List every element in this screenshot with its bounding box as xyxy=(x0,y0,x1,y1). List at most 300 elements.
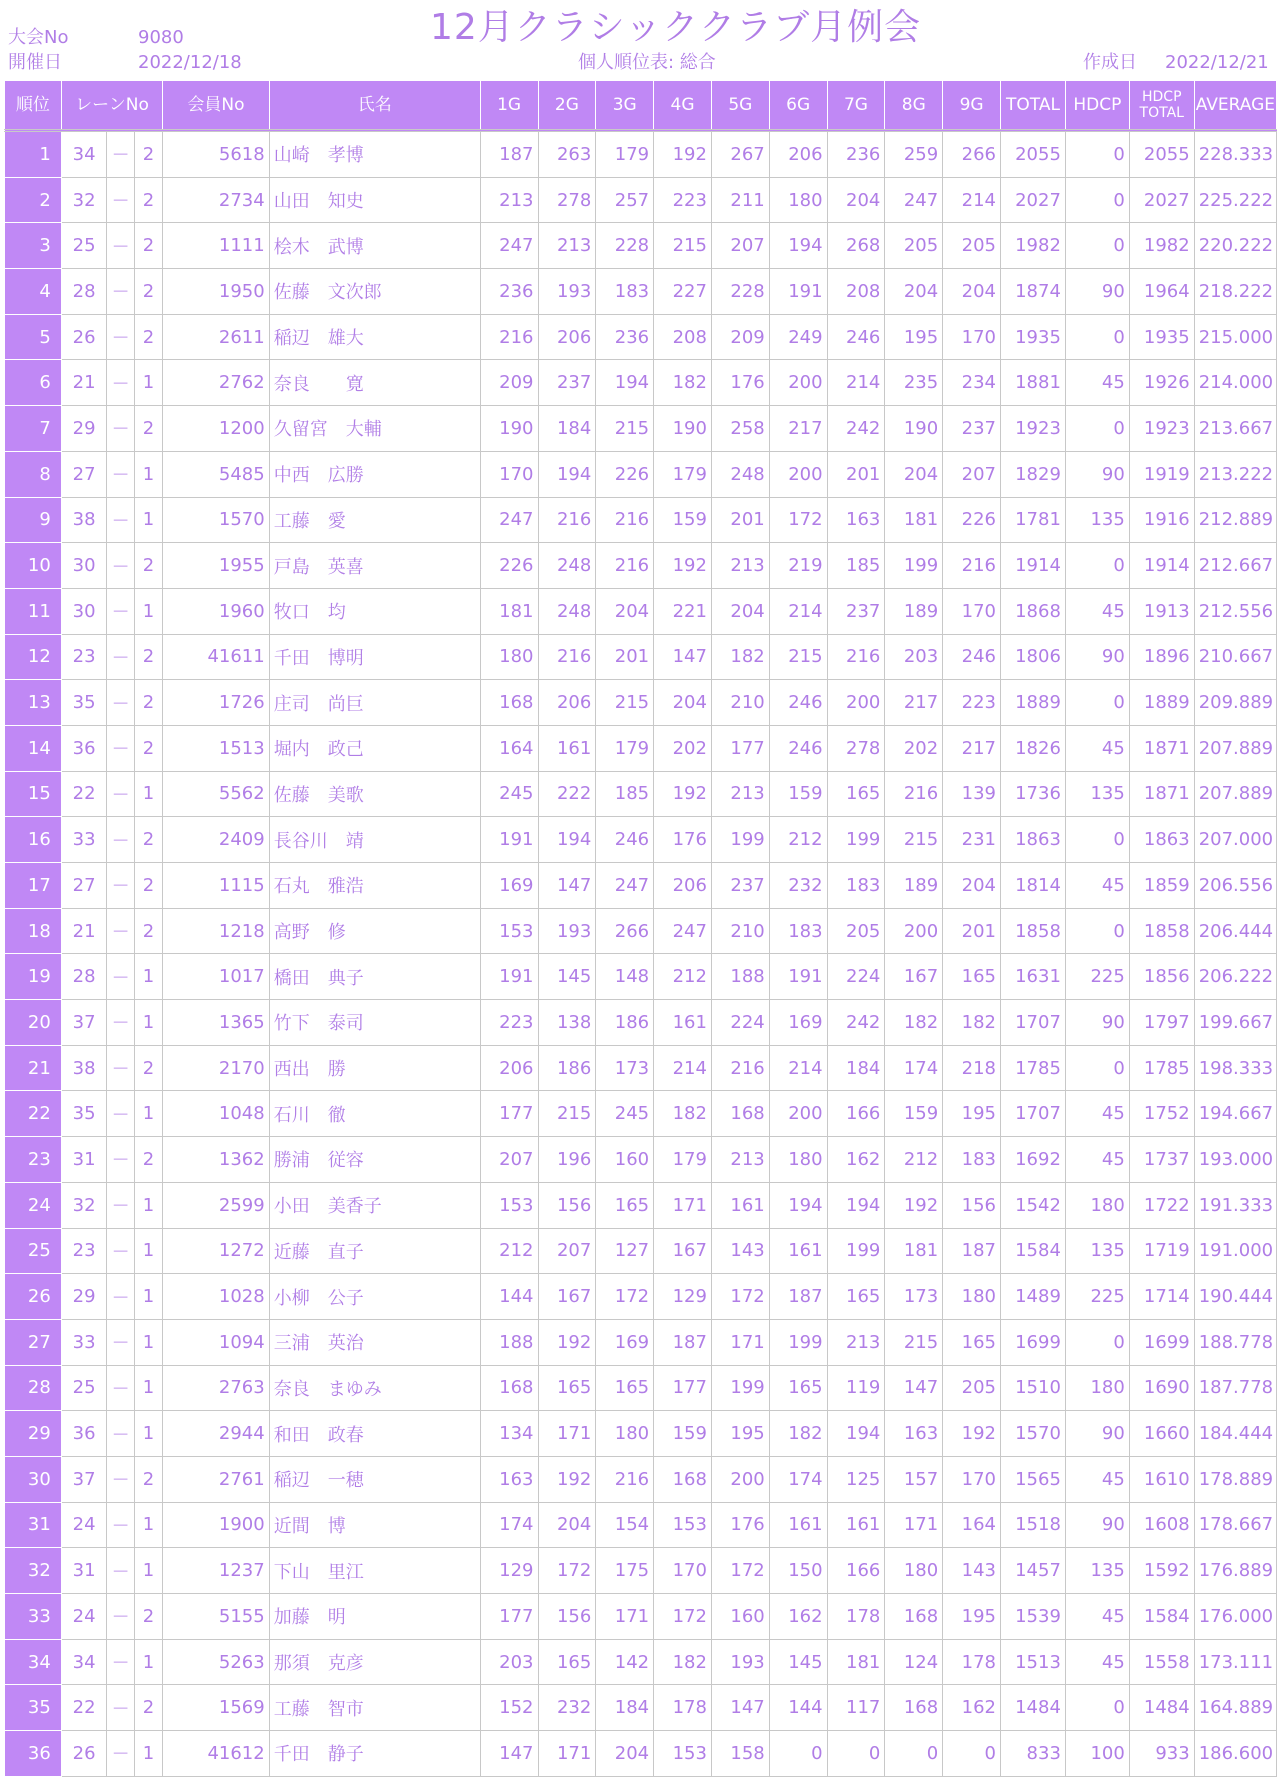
hdcp-cell: 90 xyxy=(1065,1502,1129,1548)
average-cell: 176.000 xyxy=(1194,1594,1276,1640)
name-cell: 牧口 均 xyxy=(269,588,480,634)
g7-cell: 216 xyxy=(827,634,885,680)
lane-cell: 35 xyxy=(61,1091,107,1137)
lane-sub-cell: 1 xyxy=(134,1365,162,1411)
g1-cell: 212 xyxy=(480,1228,538,1274)
g9-cell: 266 xyxy=(943,131,1001,178)
lane-cell: 22 xyxy=(61,771,107,817)
hdcp-cell: 45 xyxy=(1065,1091,1129,1137)
table-row xyxy=(5,863,1277,909)
name-cell: 工藤 愛 xyxy=(269,497,480,543)
average-cell: 198.333 xyxy=(1194,1045,1276,1091)
member-no-cell: 2409 xyxy=(163,817,270,863)
lane-cell: 25 xyxy=(61,1365,107,1411)
g9-cell: 231 xyxy=(943,817,1001,863)
g8-cell: 204 xyxy=(885,269,943,315)
hdcp-cell: 90 xyxy=(1065,269,1129,315)
g3-cell: 184 xyxy=(596,1685,654,1731)
member-no-cell: 1513 xyxy=(163,725,270,771)
g5-cell: 193 xyxy=(711,1639,769,1685)
g3-cell: 183 xyxy=(596,269,654,315)
g1-cell: 247 xyxy=(480,497,538,543)
g2-cell: 172 xyxy=(538,1548,596,1594)
member-no-cell: 1726 xyxy=(163,680,270,726)
rank-cell: 11 xyxy=(5,588,62,634)
hdcp-cell: 90 xyxy=(1065,451,1129,497)
lane-sub-cell: 2 xyxy=(134,908,162,954)
average-cell: 212.667 xyxy=(1194,543,1276,589)
lane-sub-cell: 1 xyxy=(134,588,162,634)
member-no-cell: 5485 xyxy=(163,451,270,497)
g5-cell: 195 xyxy=(711,1411,769,1457)
lane-cell: 28 xyxy=(61,954,107,1000)
lane-sub-cell: 2 xyxy=(134,406,162,452)
total-cell: 1565 xyxy=(1001,1456,1066,1502)
g7-cell: 237 xyxy=(827,588,885,634)
g1-cell: 168 xyxy=(480,1365,538,1411)
average-cell: 191.000 xyxy=(1194,1228,1276,1274)
g1-cell: 181 xyxy=(480,588,538,634)
g7-cell: 204 xyxy=(827,177,885,223)
g5-cell: 267 xyxy=(711,131,769,178)
hdcp-cell: 45 xyxy=(1065,1456,1129,1502)
dash-cell: － xyxy=(107,1685,134,1731)
g3-cell: 179 xyxy=(596,725,654,771)
g9-cell: 207 xyxy=(943,451,1001,497)
g5-cell: 161 xyxy=(711,1182,769,1228)
table-row xyxy=(5,269,1277,315)
total-cell: 2027 xyxy=(1001,177,1066,223)
rank-cell: 7 xyxy=(5,406,62,452)
g8-cell: 212 xyxy=(885,1137,943,1183)
g6-cell: 212 xyxy=(769,817,827,863)
g5-cell: 177 xyxy=(711,725,769,771)
g3-cell: 266 xyxy=(596,908,654,954)
lane-sub-cell: 1 xyxy=(134,1639,162,1685)
dash-cell: － xyxy=(107,1045,134,1091)
table-row xyxy=(5,1639,1277,1685)
lane-cell: 27 xyxy=(61,863,107,909)
table-row xyxy=(5,771,1277,817)
hdcp-cell: 135 xyxy=(1065,497,1129,543)
dash-cell: － xyxy=(107,588,134,634)
name-cell: 稲辺 雄大 xyxy=(269,314,480,360)
g6-cell: 0 xyxy=(769,1731,827,1777)
g6-cell: 180 xyxy=(769,1137,827,1183)
g7-cell: 181 xyxy=(827,1639,885,1685)
table-row xyxy=(5,1137,1277,1183)
table-row xyxy=(5,1045,1277,1091)
member-no-cell: 1900 xyxy=(163,1502,270,1548)
g2-cell: 216 xyxy=(538,634,596,680)
average-cell: 212.556 xyxy=(1194,588,1276,634)
member-no-cell: 1200 xyxy=(163,406,270,452)
rank-cell: 9 xyxy=(5,497,62,543)
total-cell: 833 xyxy=(1001,1731,1066,1777)
lane-sub-cell: 2 xyxy=(134,863,162,909)
g6-cell: 161 xyxy=(769,1228,827,1274)
g3-cell: 165 xyxy=(596,1365,654,1411)
g9-cell: 195 xyxy=(943,1091,1001,1137)
g5-cell: 204 xyxy=(711,588,769,634)
hdcp-total-cell: 1935 xyxy=(1129,314,1194,360)
g9-cell: 216 xyxy=(943,543,1001,589)
hdcp-cell: 180 xyxy=(1065,1365,1129,1411)
table-row xyxy=(5,817,1277,863)
g2-cell: 156 xyxy=(538,1182,596,1228)
g7-cell: 242 xyxy=(827,406,885,452)
g2-cell: 184 xyxy=(538,406,596,452)
g1-cell: 206 xyxy=(480,1045,538,1091)
ranking-rows xyxy=(5,131,1277,1777)
g8-cell: 195 xyxy=(885,314,943,360)
g9-cell: 223 xyxy=(943,680,1001,726)
hdcp-cell: 45 xyxy=(1065,1639,1129,1685)
g4-cell: 187 xyxy=(654,1319,712,1365)
g3-cell: 175 xyxy=(596,1548,654,1594)
g1-cell: 170 xyxy=(480,451,538,497)
dash-cell: － xyxy=(107,1091,134,1137)
g9-cell: 205 xyxy=(943,223,1001,269)
name-cell: 那須 克彦 xyxy=(269,1639,480,1685)
g1-cell: 209 xyxy=(480,360,538,406)
hdcp-cell: 90 xyxy=(1065,1411,1129,1457)
g4-cell: 153 xyxy=(654,1731,712,1777)
g9-cell: 182 xyxy=(943,1000,1001,1046)
g5-cell: 207 xyxy=(711,223,769,269)
g1-cell: 152 xyxy=(480,1685,538,1731)
g1-cell: 247 xyxy=(480,223,538,269)
g1-cell: 187 xyxy=(480,131,538,178)
g5-cell: 210 xyxy=(711,680,769,726)
g8-cell: 235 xyxy=(885,360,943,406)
rank-cell: 36 xyxy=(5,1731,62,1777)
member-no-cell: 2611 xyxy=(163,314,270,360)
g4-cell: 182 xyxy=(654,1639,712,1685)
member-no-cell: 1094 xyxy=(163,1319,270,1365)
g7-cell: 242 xyxy=(827,1000,885,1046)
g4-cell: 202 xyxy=(654,725,712,771)
g8-cell: 217 xyxy=(885,680,943,726)
lane-sub-cell: 1 xyxy=(134,954,162,1000)
g6-cell: 150 xyxy=(769,1548,827,1594)
name-cell: 橋田 典子 xyxy=(269,954,480,1000)
hdcp-total-cell: 1919 xyxy=(1129,451,1194,497)
lane-cell: 32 xyxy=(61,177,107,223)
average-cell: 225.222 xyxy=(1194,177,1276,223)
total-cell: 1982 xyxy=(1001,223,1066,269)
g3-cell: 246 xyxy=(596,817,654,863)
hdcp-total-cell: 1896 xyxy=(1129,634,1194,680)
hdcp-cell: 135 xyxy=(1065,771,1129,817)
g6-cell: 246 xyxy=(769,725,827,771)
hdcp-cell: 0 xyxy=(1065,1045,1129,1091)
g5-cell: 176 xyxy=(711,1502,769,1548)
hdcp-total-cell: 933 xyxy=(1129,1731,1194,1777)
g5-cell: 176 xyxy=(711,360,769,406)
lane-cell: 36 xyxy=(61,725,107,771)
col-g8: 8G xyxy=(885,81,943,131)
hdcp-total-cell: 1926 xyxy=(1129,360,1194,406)
total-cell: 1736 xyxy=(1001,771,1066,817)
name-cell: 石川 徹 xyxy=(269,1091,480,1137)
g3-cell: 165 xyxy=(596,1182,654,1228)
rank-cell: 20 xyxy=(5,1000,62,1046)
g1-cell: 163 xyxy=(480,1456,538,1502)
g1-cell: 147 xyxy=(480,1731,538,1777)
g2-cell: 194 xyxy=(538,817,596,863)
hdcp-total-cell: 1913 xyxy=(1129,588,1194,634)
hdcp-total-cell: 1699 xyxy=(1129,1319,1194,1365)
table-row xyxy=(5,223,1277,269)
dash-cell: － xyxy=(107,863,134,909)
g7-cell: 205 xyxy=(827,908,885,954)
hdcp-total-cell: 1584 xyxy=(1129,1594,1194,1640)
total-cell: 1829 xyxy=(1001,451,1066,497)
table-row xyxy=(5,1000,1277,1046)
g8-cell: 157 xyxy=(885,1456,943,1502)
g2-cell: 145 xyxy=(538,954,596,1000)
col-g2: 2G xyxy=(538,81,596,131)
g9-cell: 187 xyxy=(943,1228,1001,1274)
g6-cell: 174 xyxy=(769,1456,827,1502)
dash-cell: － xyxy=(107,314,134,360)
g8-cell: 215 xyxy=(885,1319,943,1365)
g6-cell: 199 xyxy=(769,1319,827,1365)
g2-cell: 147 xyxy=(538,863,596,909)
table-row xyxy=(5,1411,1277,1457)
average-cell: 207.889 xyxy=(1194,771,1276,817)
dash-cell: － xyxy=(107,131,134,178)
g7-cell: 236 xyxy=(827,131,885,178)
g8-cell: 182 xyxy=(885,1000,943,1046)
g4-cell: 161 xyxy=(654,1000,712,1046)
total-cell: 1814 xyxy=(1001,863,1066,909)
g3-cell: 247 xyxy=(596,863,654,909)
g7-cell: 194 xyxy=(827,1182,885,1228)
lane-cell: 34 xyxy=(61,131,107,178)
name-cell: 和田 政春 xyxy=(269,1411,480,1457)
lane-sub-cell: 1 xyxy=(134,1411,162,1457)
hdcp-cell: 45 xyxy=(1065,725,1129,771)
hdcp-total-cell: 1558 xyxy=(1129,1639,1194,1685)
g5-cell: 216 xyxy=(711,1045,769,1091)
g8-cell: 167 xyxy=(885,954,943,1000)
g3-cell: 127 xyxy=(596,1228,654,1274)
g6-cell: 183 xyxy=(769,908,827,954)
name-cell: 奈良 まゆみ xyxy=(269,1365,480,1411)
member-no-cell: 2734 xyxy=(163,177,270,223)
g1-cell: 245 xyxy=(480,771,538,817)
g4-cell: 223 xyxy=(654,177,712,223)
table-row xyxy=(5,1182,1277,1228)
g8-cell: 205 xyxy=(885,223,943,269)
dash-cell: － xyxy=(107,269,134,315)
name-cell: 佐藤 文次郎 xyxy=(269,269,480,315)
g6-cell: 232 xyxy=(769,863,827,909)
g1-cell: 236 xyxy=(480,269,538,315)
name-cell: 近間 博 xyxy=(269,1502,480,1548)
g9-cell: 234 xyxy=(943,360,1001,406)
g2-cell: 192 xyxy=(538,1456,596,1502)
hdcp-cell: 0 xyxy=(1065,908,1129,954)
g2-cell: 186 xyxy=(538,1045,596,1091)
g4-cell: 176 xyxy=(654,817,712,863)
g3-cell: 228 xyxy=(596,223,654,269)
hdcp-cell: 90 xyxy=(1065,1000,1129,1046)
dash-cell: － xyxy=(107,543,134,589)
g3-cell: 171 xyxy=(596,1594,654,1640)
col-average: AVERAGE xyxy=(1194,81,1276,131)
member-no-cell: 1115 xyxy=(163,863,270,909)
g8-cell: 168 xyxy=(885,1594,943,1640)
g8-cell: 0 xyxy=(885,1731,943,1777)
g3-cell: 215 xyxy=(596,406,654,452)
g5-cell: 209 xyxy=(711,314,769,360)
g4-cell: 204 xyxy=(654,680,712,726)
total-cell: 1518 xyxy=(1001,1502,1066,1548)
g6-cell: 162 xyxy=(769,1594,827,1640)
g5-cell: 182 xyxy=(711,634,769,680)
lane-sub-cell: 1 xyxy=(134,1502,162,1548)
rank-cell: 21 xyxy=(5,1045,62,1091)
rank-cell: 15 xyxy=(5,771,62,817)
total-cell: 1513 xyxy=(1001,1639,1066,1685)
hdcp-total-cell: 1592 xyxy=(1129,1548,1194,1594)
hdcp-total-cell: 1856 xyxy=(1129,954,1194,1000)
hdcp-total-cell: 1722 xyxy=(1129,1182,1194,1228)
name-cell: 竹下 泰司 xyxy=(269,1000,480,1046)
g6-cell: 161 xyxy=(769,1502,827,1548)
g9-cell: 139 xyxy=(943,771,1001,817)
g7-cell: 194 xyxy=(827,1411,885,1457)
lane-cell: 33 xyxy=(61,1319,107,1365)
lane-cell: 21 xyxy=(61,908,107,954)
g9-cell: 246 xyxy=(943,634,1001,680)
g5-cell: 199 xyxy=(711,1365,769,1411)
member-no-cell: 5618 xyxy=(163,131,270,178)
table-row xyxy=(5,360,1277,406)
member-no-cell: 2762 xyxy=(163,360,270,406)
dash-cell: － xyxy=(107,1456,134,1502)
total-cell: 1826 xyxy=(1001,725,1066,771)
g4-cell: 179 xyxy=(654,451,712,497)
hdcp-total-cell: 1719 xyxy=(1129,1228,1194,1274)
g2-cell: 248 xyxy=(538,588,596,634)
average-cell: 206.556 xyxy=(1194,863,1276,909)
g7-cell: 184 xyxy=(827,1045,885,1091)
g5-cell: 158 xyxy=(711,1731,769,1777)
member-no-cell: 1569 xyxy=(163,1685,270,1731)
total-cell: 1785 xyxy=(1001,1045,1066,1091)
col-hdcp-total xyxy=(1129,81,1194,131)
g3-cell: 185 xyxy=(596,771,654,817)
g2-cell: 193 xyxy=(538,269,596,315)
g9-cell: 156 xyxy=(943,1182,1001,1228)
name-cell: 山崎 孝博 xyxy=(269,131,480,178)
g3-cell: 216 xyxy=(596,1456,654,1502)
g4-cell: 208 xyxy=(654,314,712,360)
average-cell: 212.889 xyxy=(1194,497,1276,543)
name-cell: 西出 勝 xyxy=(269,1045,480,1091)
lane-sub-cell: 1 xyxy=(134,1548,162,1594)
lane-sub-cell: 1 xyxy=(134,1274,162,1320)
name-cell: 桧木 武博 xyxy=(269,223,480,269)
g9-cell: 143 xyxy=(943,1548,1001,1594)
g5-cell: 201 xyxy=(711,497,769,543)
average-cell: 209.889 xyxy=(1194,680,1276,726)
g3-cell: 257 xyxy=(596,177,654,223)
g9-cell: 183 xyxy=(943,1137,1001,1183)
g5-cell: 237 xyxy=(711,863,769,909)
dash-cell: － xyxy=(107,1000,134,1046)
g3-cell: 142 xyxy=(596,1639,654,1685)
total-cell: 1692 xyxy=(1001,1137,1066,1183)
g7-cell: 200 xyxy=(827,680,885,726)
total-cell: 1914 xyxy=(1001,543,1066,589)
lane-sub-cell: 2 xyxy=(134,1594,162,1640)
g7-cell: 185 xyxy=(827,543,885,589)
average-cell: 207.000 xyxy=(1194,817,1276,863)
g2-cell: 196 xyxy=(538,1137,596,1183)
name-cell: 奈良 寛 xyxy=(269,360,480,406)
g9-cell: 192 xyxy=(943,1411,1001,1457)
hdcp-total-cell: 1484 xyxy=(1129,1685,1194,1731)
rank-cell: 33 xyxy=(5,1594,62,1640)
g1-cell: 226 xyxy=(480,543,538,589)
g2-cell: 192 xyxy=(538,1319,596,1365)
col-hdcp-total-line1: HDCP xyxy=(1141,89,1182,105)
average-cell: 207.889 xyxy=(1194,725,1276,771)
lane-sub-cell: 1 xyxy=(134,1091,162,1137)
average-cell: 184.444 xyxy=(1194,1411,1276,1457)
average-cell: 187.778 xyxy=(1194,1365,1276,1411)
lane-sub-cell: 2 xyxy=(134,269,162,315)
g8-cell: 192 xyxy=(885,1182,943,1228)
total-cell: 1781 xyxy=(1001,497,1066,543)
dash-cell: － xyxy=(107,1182,134,1228)
g8-cell: 174 xyxy=(885,1045,943,1091)
g3-cell: 154 xyxy=(596,1502,654,1548)
lane-cell: 33 xyxy=(61,817,107,863)
average-cell: 206.222 xyxy=(1194,954,1276,1000)
table-row xyxy=(5,1731,1277,1777)
total-cell: 1484 xyxy=(1001,1685,1066,1731)
g1-cell: 203 xyxy=(480,1639,538,1685)
g7-cell: 213 xyxy=(827,1319,885,1365)
dash-cell: － xyxy=(107,451,134,497)
member-no-cell: 5263 xyxy=(163,1639,270,1685)
name-cell: 中西 広勝 xyxy=(269,451,480,497)
member-no-cell: 1028 xyxy=(163,1274,270,1320)
member-no-cell: 2761 xyxy=(163,1456,270,1502)
total-cell: 1806 xyxy=(1001,634,1066,680)
g4-cell: 190 xyxy=(654,406,712,452)
g6-cell: 214 xyxy=(769,1045,827,1091)
rank-cell: 32 xyxy=(5,1548,62,1594)
g3-cell: 201 xyxy=(596,634,654,680)
table-row xyxy=(5,177,1277,223)
hdcp-total-cell: 2055 xyxy=(1129,131,1194,178)
lane-sub-cell: 1 xyxy=(134,1228,162,1274)
g2-cell: 206 xyxy=(538,680,596,726)
g8-cell: 200 xyxy=(885,908,943,954)
g2-cell: 171 xyxy=(538,1411,596,1457)
date-label: 開催日 xyxy=(8,52,62,73)
name-cell: 近藤 直子 xyxy=(269,1228,480,1274)
lane-sub-cell: 2 xyxy=(134,1137,162,1183)
hdcp-cell: 225 xyxy=(1065,954,1129,1000)
